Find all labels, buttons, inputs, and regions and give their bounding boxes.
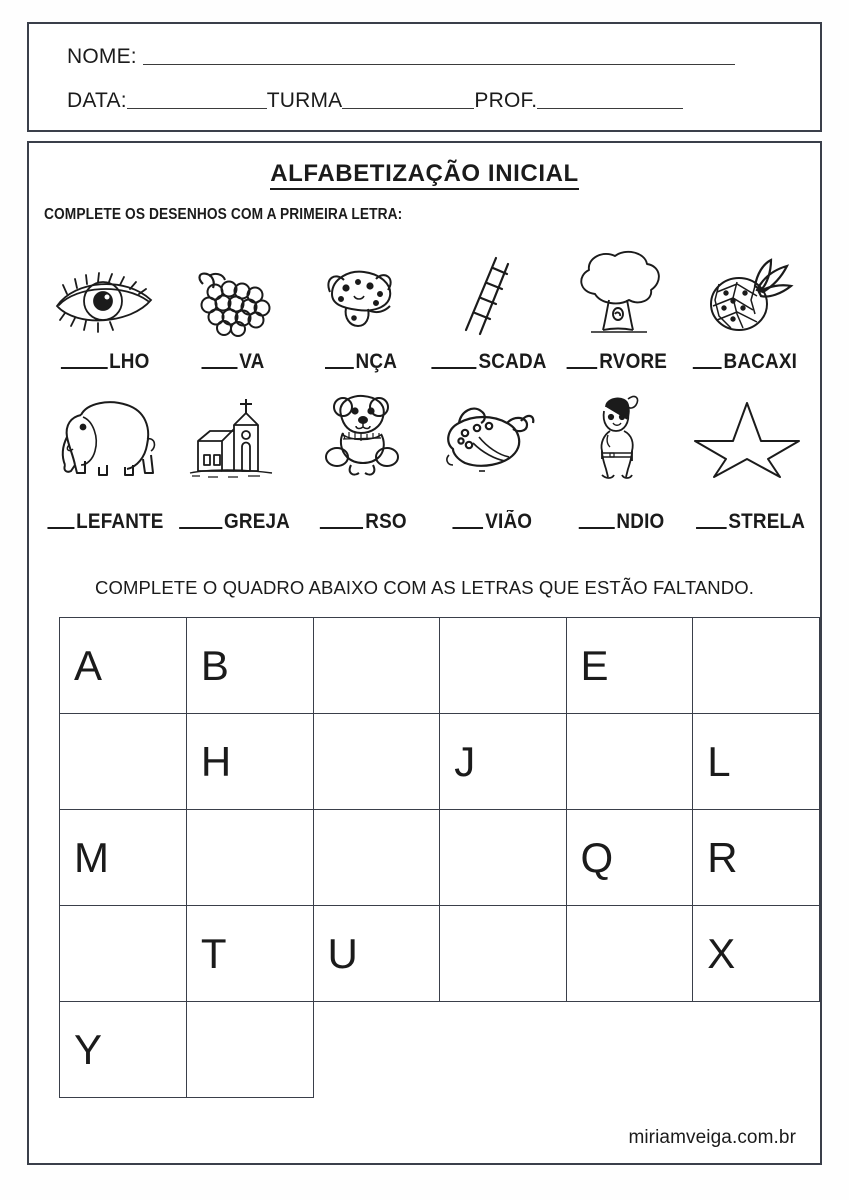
picture-cell-elephant bbox=[41, 386, 169, 481]
picture-cell-jaguar bbox=[298, 246, 426, 338]
word-row-1 bbox=[41, 351, 817, 372]
picture-cell-indian bbox=[555, 386, 683, 481]
word-item-abacaxi[interactable] bbox=[687, 351, 802, 372]
alphabet-grid-cell-empty[interactable] bbox=[566, 714, 693, 810]
alphabet-grid-cell-letter: R bbox=[693, 810, 820, 906]
alphabet-grid-cell-empty[interactable] bbox=[566, 906, 693, 1002]
ladder-icon bbox=[450, 252, 530, 338]
student-info-box bbox=[27, 22, 822, 132]
pineapple-icon bbox=[697, 256, 797, 338]
alphabet-grid-cell-letter: E bbox=[566, 618, 693, 714]
word-item-urso[interactable] bbox=[305, 511, 421, 532]
star-icon bbox=[693, 397, 801, 481]
alphabet-grid-row bbox=[60, 714, 820, 810]
alphabet-grid-cell-empty[interactable] bbox=[60, 906, 187, 1002]
word-row-2 bbox=[41, 511, 817, 532]
word-item-estrela[interactable] bbox=[692, 511, 808, 532]
word-item-indio[interactable] bbox=[563, 511, 679, 532]
alphabet-grid-cell-empty[interactable] bbox=[313, 810, 440, 906]
letter-blank[interactable] bbox=[696, 526, 727, 529]
bear-icon bbox=[313, 389, 411, 481]
nome-label: NOME: bbox=[67, 45, 137, 68]
alphabet-grid-cell-letter: X bbox=[693, 906, 820, 1002]
alphabet-grid-cell-empty[interactable] bbox=[186, 1002, 313, 1098]
turma-label: TURMA bbox=[266, 89, 343, 112]
church-icon bbox=[176, 393, 290, 481]
elephant-icon bbox=[47, 393, 163, 481]
alphabet-grid-cell-empty[interactable] bbox=[693, 618, 820, 714]
word-ending: NÇA bbox=[355, 350, 398, 373]
word-item-onca[interactable] bbox=[303, 351, 418, 372]
alphabet-grid-cell-empty[interactable] bbox=[186, 810, 313, 906]
letter-blank[interactable] bbox=[320, 526, 363, 529]
data-label: DATA: bbox=[67, 89, 127, 112]
nome-row bbox=[67, 46, 735, 68]
letter-blank[interactable] bbox=[431, 366, 476, 369]
alphabet-grid-row bbox=[60, 906, 820, 1002]
word-item-escada[interactable] bbox=[431, 351, 546, 372]
word-ending: BACAXI bbox=[723, 350, 798, 373]
letter-blank[interactable] bbox=[201, 366, 237, 369]
eye-icon bbox=[51, 266, 159, 338]
alphabet-grid-cell-letter: Y bbox=[60, 1002, 187, 1098]
word-item-igreja[interactable] bbox=[176, 511, 292, 532]
alphabet-grid-row bbox=[60, 1002, 820, 1098]
picture-cell-airplane bbox=[426, 386, 554, 481]
word-item-elefante[interactable] bbox=[47, 511, 163, 532]
data-turma-prof-row bbox=[67, 90, 683, 112]
picture-cell-eye bbox=[41, 246, 169, 338]
alphabet-grid-cell-empty[interactable] bbox=[60, 714, 187, 810]
letter-blank[interactable] bbox=[579, 526, 615, 529]
word-item-olho[interactable] bbox=[47, 351, 162, 372]
instruction-pictures: COMPLETE OS DESENHOS COM A PRIMEIRA LETRA: bbox=[44, 206, 403, 223]
picture-cell-star bbox=[683, 386, 811, 481]
picture-cell-pineapple bbox=[683, 246, 811, 338]
picture-cell-bear bbox=[298, 386, 426, 481]
word-ending: LHO bbox=[109, 350, 150, 373]
picture-cell-church bbox=[169, 386, 297, 481]
page-title-text: ALFABETIZAÇÃO INICIAL bbox=[270, 160, 579, 190]
data-write-line[interactable] bbox=[127, 107, 267, 109]
alphabet-grid-cell-letter: L bbox=[693, 714, 820, 810]
alphabet-grid-cell-empty[interactable] bbox=[440, 618, 566, 714]
alphabet-grid-wrapper bbox=[59, 617, 820, 1098]
letter-blank[interactable] bbox=[567, 366, 598, 369]
word-item-aviao[interactable] bbox=[434, 511, 550, 532]
alphabet-grid-cell-letter: T bbox=[186, 906, 313, 1002]
alphabet-grid-cell-letter: J bbox=[440, 714, 566, 810]
letter-blank[interactable] bbox=[179, 526, 222, 529]
picture-row-2 bbox=[41, 386, 811, 481]
letter-blank[interactable] bbox=[453, 526, 484, 529]
indian-icon bbox=[588, 389, 650, 481]
word-ending: VIÃO bbox=[485, 510, 533, 533]
site-credit: miriamveiga.com.br bbox=[628, 1127, 796, 1148]
letter-blank[interactable] bbox=[693, 366, 722, 369]
nome-write-line[interactable] bbox=[143, 63, 735, 65]
alphabet-grid-row bbox=[60, 618, 820, 714]
grapes-icon bbox=[185, 262, 281, 338]
alphabet-grid-cell-empty[interactable] bbox=[440, 810, 566, 906]
alphabet-grid-cell-letter: B bbox=[186, 618, 313, 714]
alphabet-grid-cell-empty[interactable] bbox=[440, 906, 566, 1002]
picture-cell-ladder bbox=[426, 246, 554, 338]
picture-row-1 bbox=[41, 246, 811, 338]
alphabet-grid-cell-letter: Q bbox=[566, 810, 693, 906]
alphabet-grid-cell-empty[interactable] bbox=[313, 714, 440, 810]
alphabet-grid-row bbox=[60, 810, 820, 906]
word-ending: SCADA bbox=[478, 350, 547, 373]
prof-label: PROF. bbox=[474, 89, 538, 112]
alphabet-grid bbox=[59, 617, 820, 1098]
word-item-arvore[interactable] bbox=[559, 351, 674, 372]
word-ending: GREJA bbox=[223, 510, 291, 533]
letter-blank[interactable] bbox=[47, 526, 74, 529]
worksheet-body-box bbox=[27, 141, 822, 1165]
page-title bbox=[29, 160, 820, 188]
word-ending: LEFANTE bbox=[76, 510, 164, 533]
picture-cell-grapes bbox=[169, 246, 297, 338]
alphabet-grid-cell-letter: U bbox=[313, 906, 440, 1002]
turma-write-line[interactable] bbox=[342, 107, 474, 109]
alphabet-grid-cell-letter: A bbox=[60, 618, 187, 714]
alphabet-grid-cell-empty[interactable] bbox=[313, 618, 440, 714]
word-ending: NDIO bbox=[616, 510, 665, 533]
word-ending: RSO bbox=[365, 510, 407, 533]
letter-blank[interactable] bbox=[60, 366, 107, 369]
word-item-uva[interactable] bbox=[175, 351, 290, 372]
prof-write-line[interactable] bbox=[537, 107, 683, 109]
alphabet-grid-cell-letter: M bbox=[60, 810, 187, 906]
letter-blank[interactable] bbox=[325, 366, 354, 369]
airplane-icon bbox=[435, 395, 545, 481]
word-ending: STRELA bbox=[728, 510, 806, 533]
word-ending: VA bbox=[239, 350, 265, 373]
word-ending: RVORE bbox=[599, 350, 668, 373]
jaguar-icon bbox=[310, 262, 414, 338]
alphabet-grid-cell-letter: H bbox=[186, 714, 313, 810]
tree-icon bbox=[565, 248, 673, 338]
picture-cell-tree bbox=[555, 246, 683, 338]
instruction-grid: COMPLETE O QUADRO ABAIXO COM AS LETRAS QUE ESTÃO FALTANDO. bbox=[95, 577, 754, 598]
